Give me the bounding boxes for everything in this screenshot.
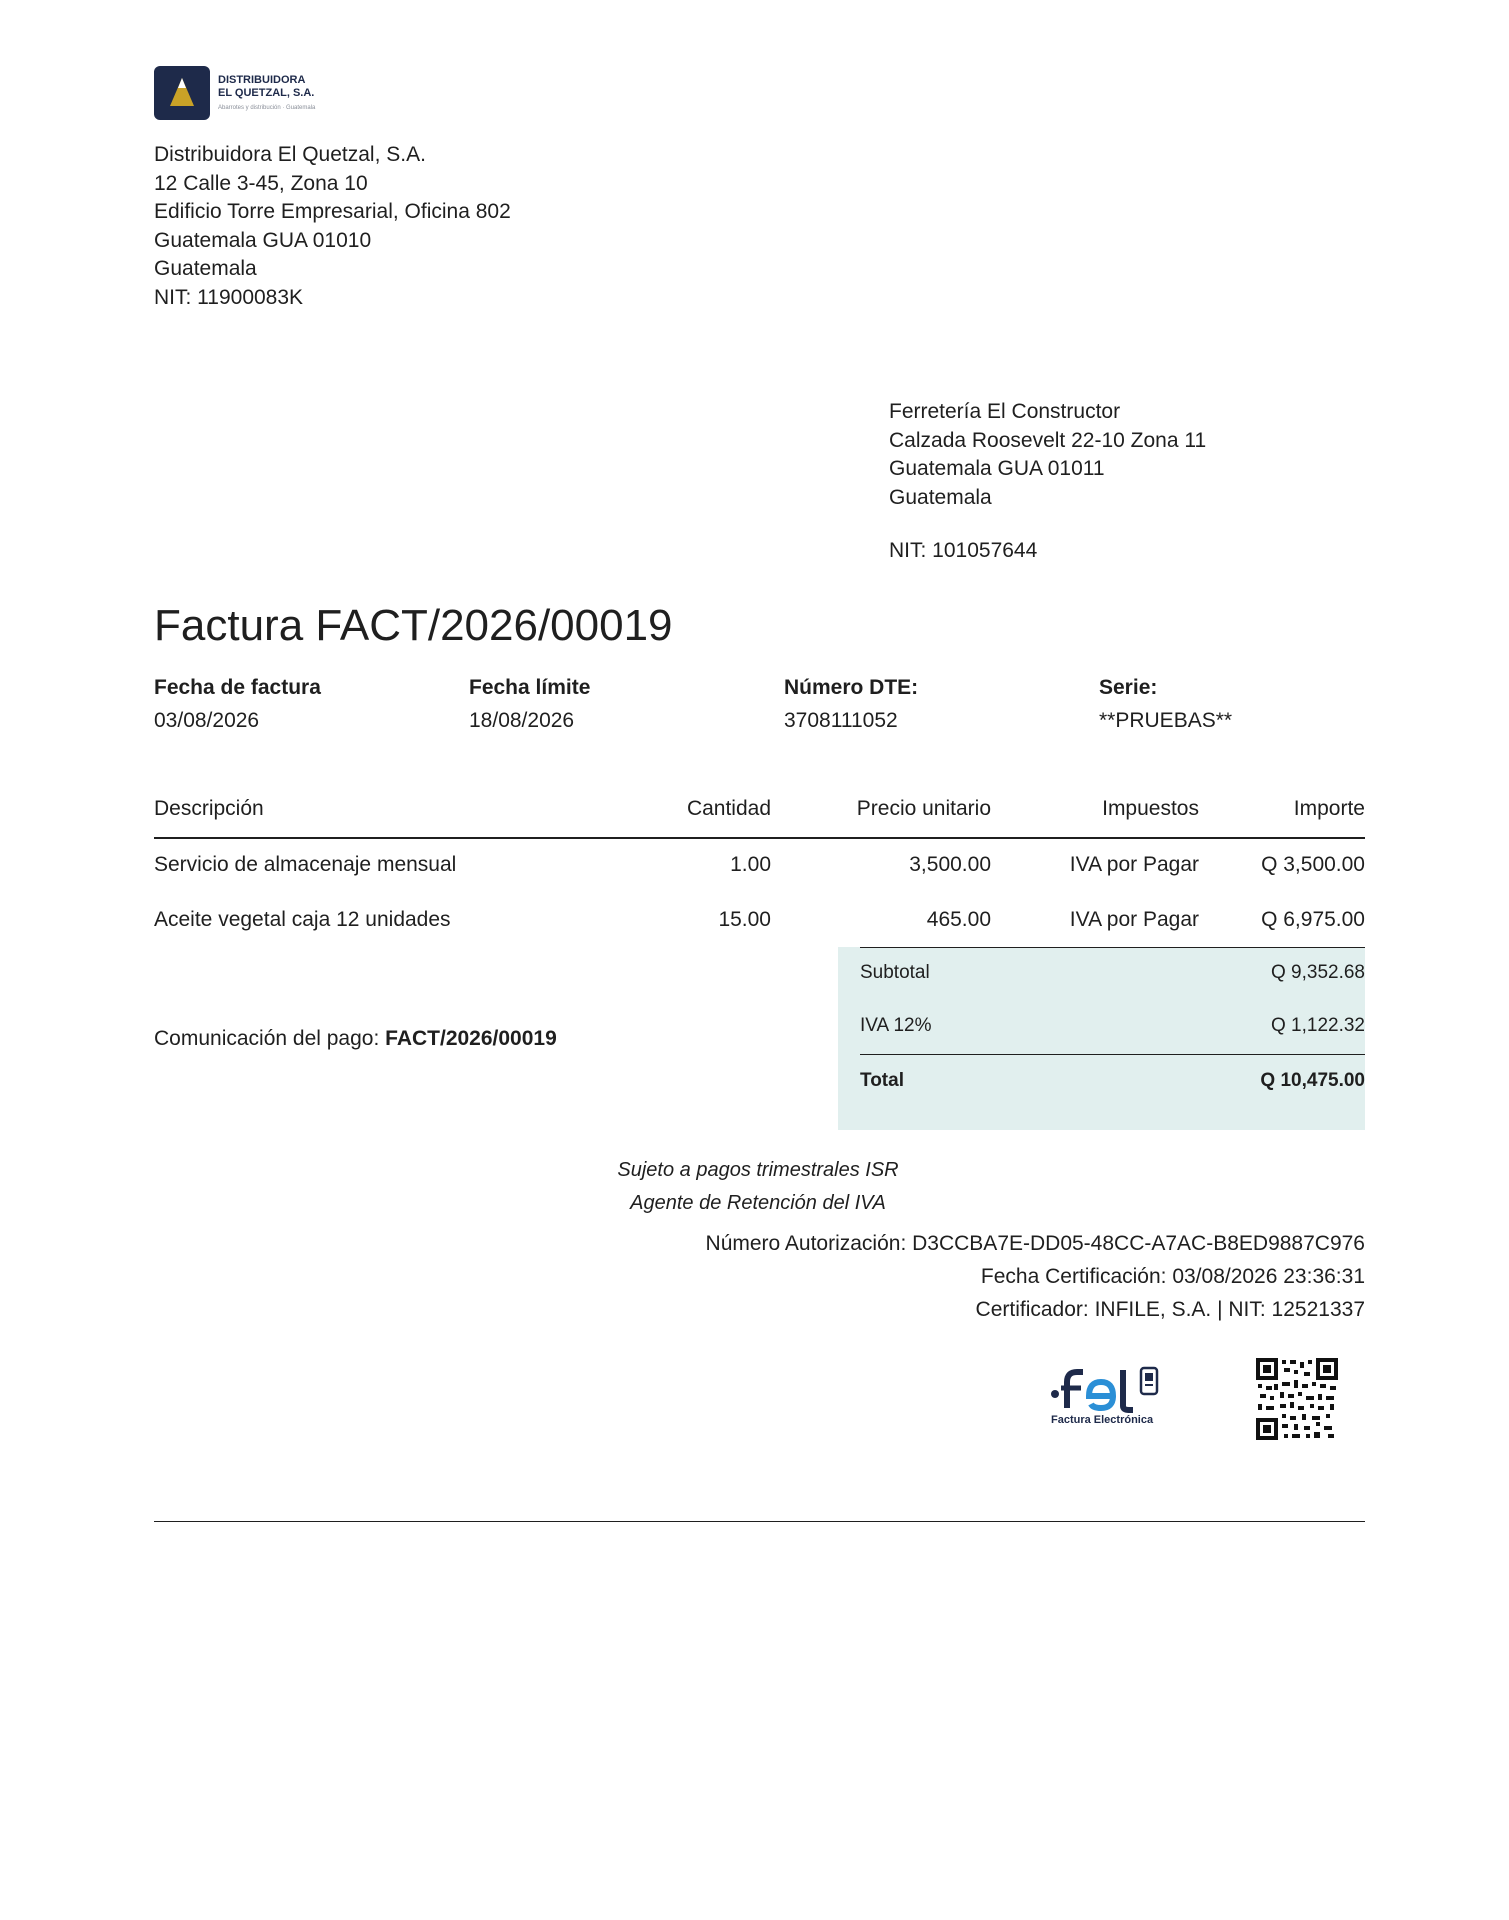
note-isr: Sujeto a pagos trimestrales ISR — [617, 1159, 899, 1181]
authorization-number: Número Autorización: D3CCBA7E-DD05-48CC-A7AC-B8ED9887C976 — [705, 1232, 1365, 1255]
row-amount: Q 3,500.00 — [1261, 853, 1365, 876]
total-label: Total — [860, 1070, 904, 1091]
fel-logo — [1047, 1360, 1167, 1430]
certifier: Certificador: INFILE, S.A. | NIT: 12521337 — [975, 1298, 1365, 1321]
row-unit-price: 465.00 — [926, 908, 991, 931]
tax-value: Q 1,122.32 — [1270, 1015, 1365, 1036]
logo-tagline: Abarrotes y distribución · Guatemala — [218, 105, 316, 111]
company-address — [154, 141, 511, 312]
due-date-value: 18/08/2026 — [469, 709, 575, 732]
series-label: Serie: — [1099, 676, 1158, 699]
row-tax: IVA por Pagar — [1069, 853, 1199, 876]
company-nit: NIT: 11900083K — [154, 285, 304, 309]
invoice-date-label: Fecha de factura — [154, 676, 321, 699]
customer-name: Ferretería El Constructor — [889, 400, 1121, 423]
header-unit-price: Precio unitario — [856, 797, 991, 820]
company-city: Guatemala GUA 01010 — [154, 228, 372, 252]
total-divider — [860, 1054, 1365, 1055]
subtotal-label: Subtotal — [860, 962, 930, 983]
payment-label: Comunicación del pago: — [154, 1027, 386, 1050]
company-country: Guatemala — [154, 257, 257, 280]
logo-wordmark — [218, 74, 314, 100]
row-quantity: 1.00 — [730, 853, 771, 876]
company-name: Distribuidora El Quetzal, S.A. — [154, 143, 426, 166]
subtotal-value: Q 9,352.68 — [1270, 962, 1365, 983]
total-value: Q 10,475.00 — [1260, 1070, 1365, 1091]
footer-divider — [154, 1521, 1365, 1522]
company-building: Edificio Torre Empresarial, Oficina 802 — [154, 200, 511, 223]
row-amount: Q 6,975.00 — [1261, 908, 1365, 931]
dte-number-label: Número DTE: — [784, 676, 919, 699]
logo-line-1: DISTRIBUIDORA — [218, 74, 306, 86]
logo-line-2: EL QUETZAL, S.A. — [218, 87, 315, 99]
invoice-date-value: 03/08/2026 — [154, 709, 260, 732]
totals-top-divider — [860, 947, 1365, 948]
header-quantity: Cantidad — [686, 797, 771, 820]
header-divider — [154, 837, 1365, 839]
row-description: Servicio de almacenaje mensual — [154, 853, 457, 876]
payment-reference — [154, 1027, 557, 1051]
certification-date: Fecha Certificación: 03/08/2026 23:36:31 — [980, 1265, 1365, 1288]
row-description: Aceite vegetal caja 12 unidades — [154, 908, 451, 931]
series-value: **PRUEBAS** — [1099, 709, 1233, 732]
header-taxes: Impuestos — [1102, 797, 1199, 820]
customer-city: Guatemala GUA 01011 — [889, 457, 1105, 480]
fel-logo-caption: Factura Electrónica — [1051, 1414, 1154, 1426]
tax-label: IVA 12% — [860, 1015, 932, 1036]
due-date-label: Fecha límite — [469, 676, 591, 699]
customer-nit: NIT: 101057644 — [889, 539, 1038, 562]
payment-reference-value: FACT/2026/00019 — [385, 1027, 557, 1050]
mountain-icon — [154, 66, 210, 120]
dte-number-value: 3708111052 — [784, 709, 898, 732]
row-unit-price: 3,500.00 — [909, 853, 991, 876]
qr-code — [1256, 1358, 1338, 1440]
company-street: 12 Calle 3-45, Zona 10 — [154, 171, 368, 195]
note-iva: Agente de Retención del IVA — [630, 1192, 886, 1214]
qr-code-icon — [1256, 1358, 1338, 1440]
fel-logo-icon — [1047, 1360, 1167, 1416]
customer-street: Calzada Roosevelt 22-10 Zona 11 — [889, 428, 1207, 452]
company-logo — [154, 66, 210, 120]
header-description: Descripción — [154, 797, 264, 820]
invoice-title: Factura FACT/2026/00019 — [154, 601, 673, 650]
customer-country: Guatemala — [889, 485, 992, 509]
row-tax: IVA por Pagar — [1069, 908, 1199, 931]
row-quantity: 15.00 — [718, 908, 771, 931]
header-amount: Importe — [1293, 797, 1365, 820]
customer-address — [889, 398, 1206, 512]
